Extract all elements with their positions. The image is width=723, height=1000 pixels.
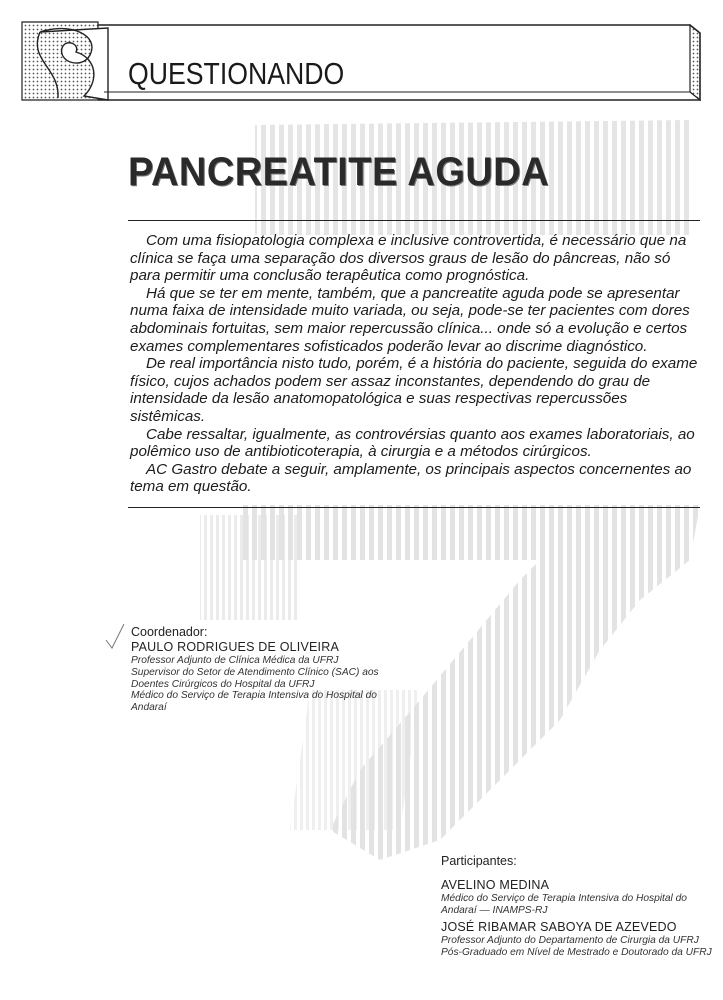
participant-name: AVELINO MEDINA bbox=[441, 878, 550, 892]
participants-label: Participantes: bbox=[441, 854, 517, 868]
participant bbox=[441, 920, 716, 958]
credential-line: Andaraí bbox=[131, 702, 167, 714]
intro-paragraph: Com uma fisiopatologia complexa e inclusive controvertida, é necessário que na clínica se faça uma separação dos diversos graus de lesão do pâncreas, não só para permitir uma conclusão terapêutica como prognóstica. bbox=[130, 232, 687, 285]
participant-name: JOSÉ RIBAMAR SABOYA DE AZEVEDO bbox=[441, 920, 677, 934]
credential-line: Andaraí — INAMPS-RJ bbox=[441, 904, 548, 916]
coordinator-block bbox=[131, 625, 431, 714]
participants-block bbox=[441, 854, 716, 962]
handwritten-mark-icon bbox=[104, 622, 126, 652]
article-title: PANCREATITE AGUDA bbox=[128, 150, 550, 194]
intro-text bbox=[130, 232, 700, 496]
participant-credentials bbox=[441, 893, 716, 916]
title-divider bbox=[128, 220, 700, 221]
coordinator-credentials bbox=[131, 655, 431, 714]
credential-line: Pós-Graduado em Nível de Mestrado e Doutorado da UFRJ bbox=[441, 946, 712, 958]
credential-line: Doentes Cirúrgicos do Hospital da UFRJ bbox=[131, 678, 315, 690]
coordinator-label: Coordenador: bbox=[131, 625, 208, 639]
coordinator-name: PAULO RODRIGUES DE OLIVEIRA bbox=[131, 640, 339, 654]
header-banner bbox=[0, 0, 723, 110]
intro-paragraph: Cabe ressaltar, igualmente, as controvérsias quanto aos exames laboratoriais, ao polêmico uso de antibioticoterapia, à cirurgia e a métodos cirúrgicos. bbox=[130, 425, 695, 461]
section-title: QUESTIONANDO bbox=[128, 56, 345, 91]
intro-paragraph: Há que se ter em mente, também, que a pancreatite aguda pode se apresentar numa faixa de intensidade muito variada, ou seja, pode-se ter pacientes com dores abdominais fortuitas, sem maior repercussão clínica... onde só a evolução e certos exames complementares sofisticados poderão levar ao discrime diagnóstico. bbox=[130, 284, 690, 355]
participant bbox=[441, 878, 716, 916]
credential-line: Médico do Serviço de Terapia Intensiva do Hospital do bbox=[441, 893, 687, 904]
intro-paragraph: De real importância nisto tudo, porém, é a história do paciente, seguida do exame físico, cujos achados podem ser assaz inconstantes, dependendo do grau de intensidade da lesão anatomopatológica e suas respectivas repercussões sistêmicas. bbox=[130, 355, 698, 425]
credential-line: Professor Adjunto de Clínica Médica da UFRJ bbox=[131, 655, 339, 666]
credential-line: Médico do Serviço de Terapia Intensiva do Hospital do bbox=[131, 690, 377, 702]
participant-credentials bbox=[441, 935, 716, 958]
intro-divider bbox=[128, 507, 700, 508]
intro-paragraph: AC Gastro debate a seguir, amplamente, os principais aspectos concernentes ao tema em questão. bbox=[130, 460, 692, 496]
credential-line: Supervisor do Setor de Atendimento Clínico (SAC) aos bbox=[131, 666, 379, 678]
credential-line: Professor Adjunto do Departamento de Cirurgia da UFRJ bbox=[441, 935, 699, 946]
